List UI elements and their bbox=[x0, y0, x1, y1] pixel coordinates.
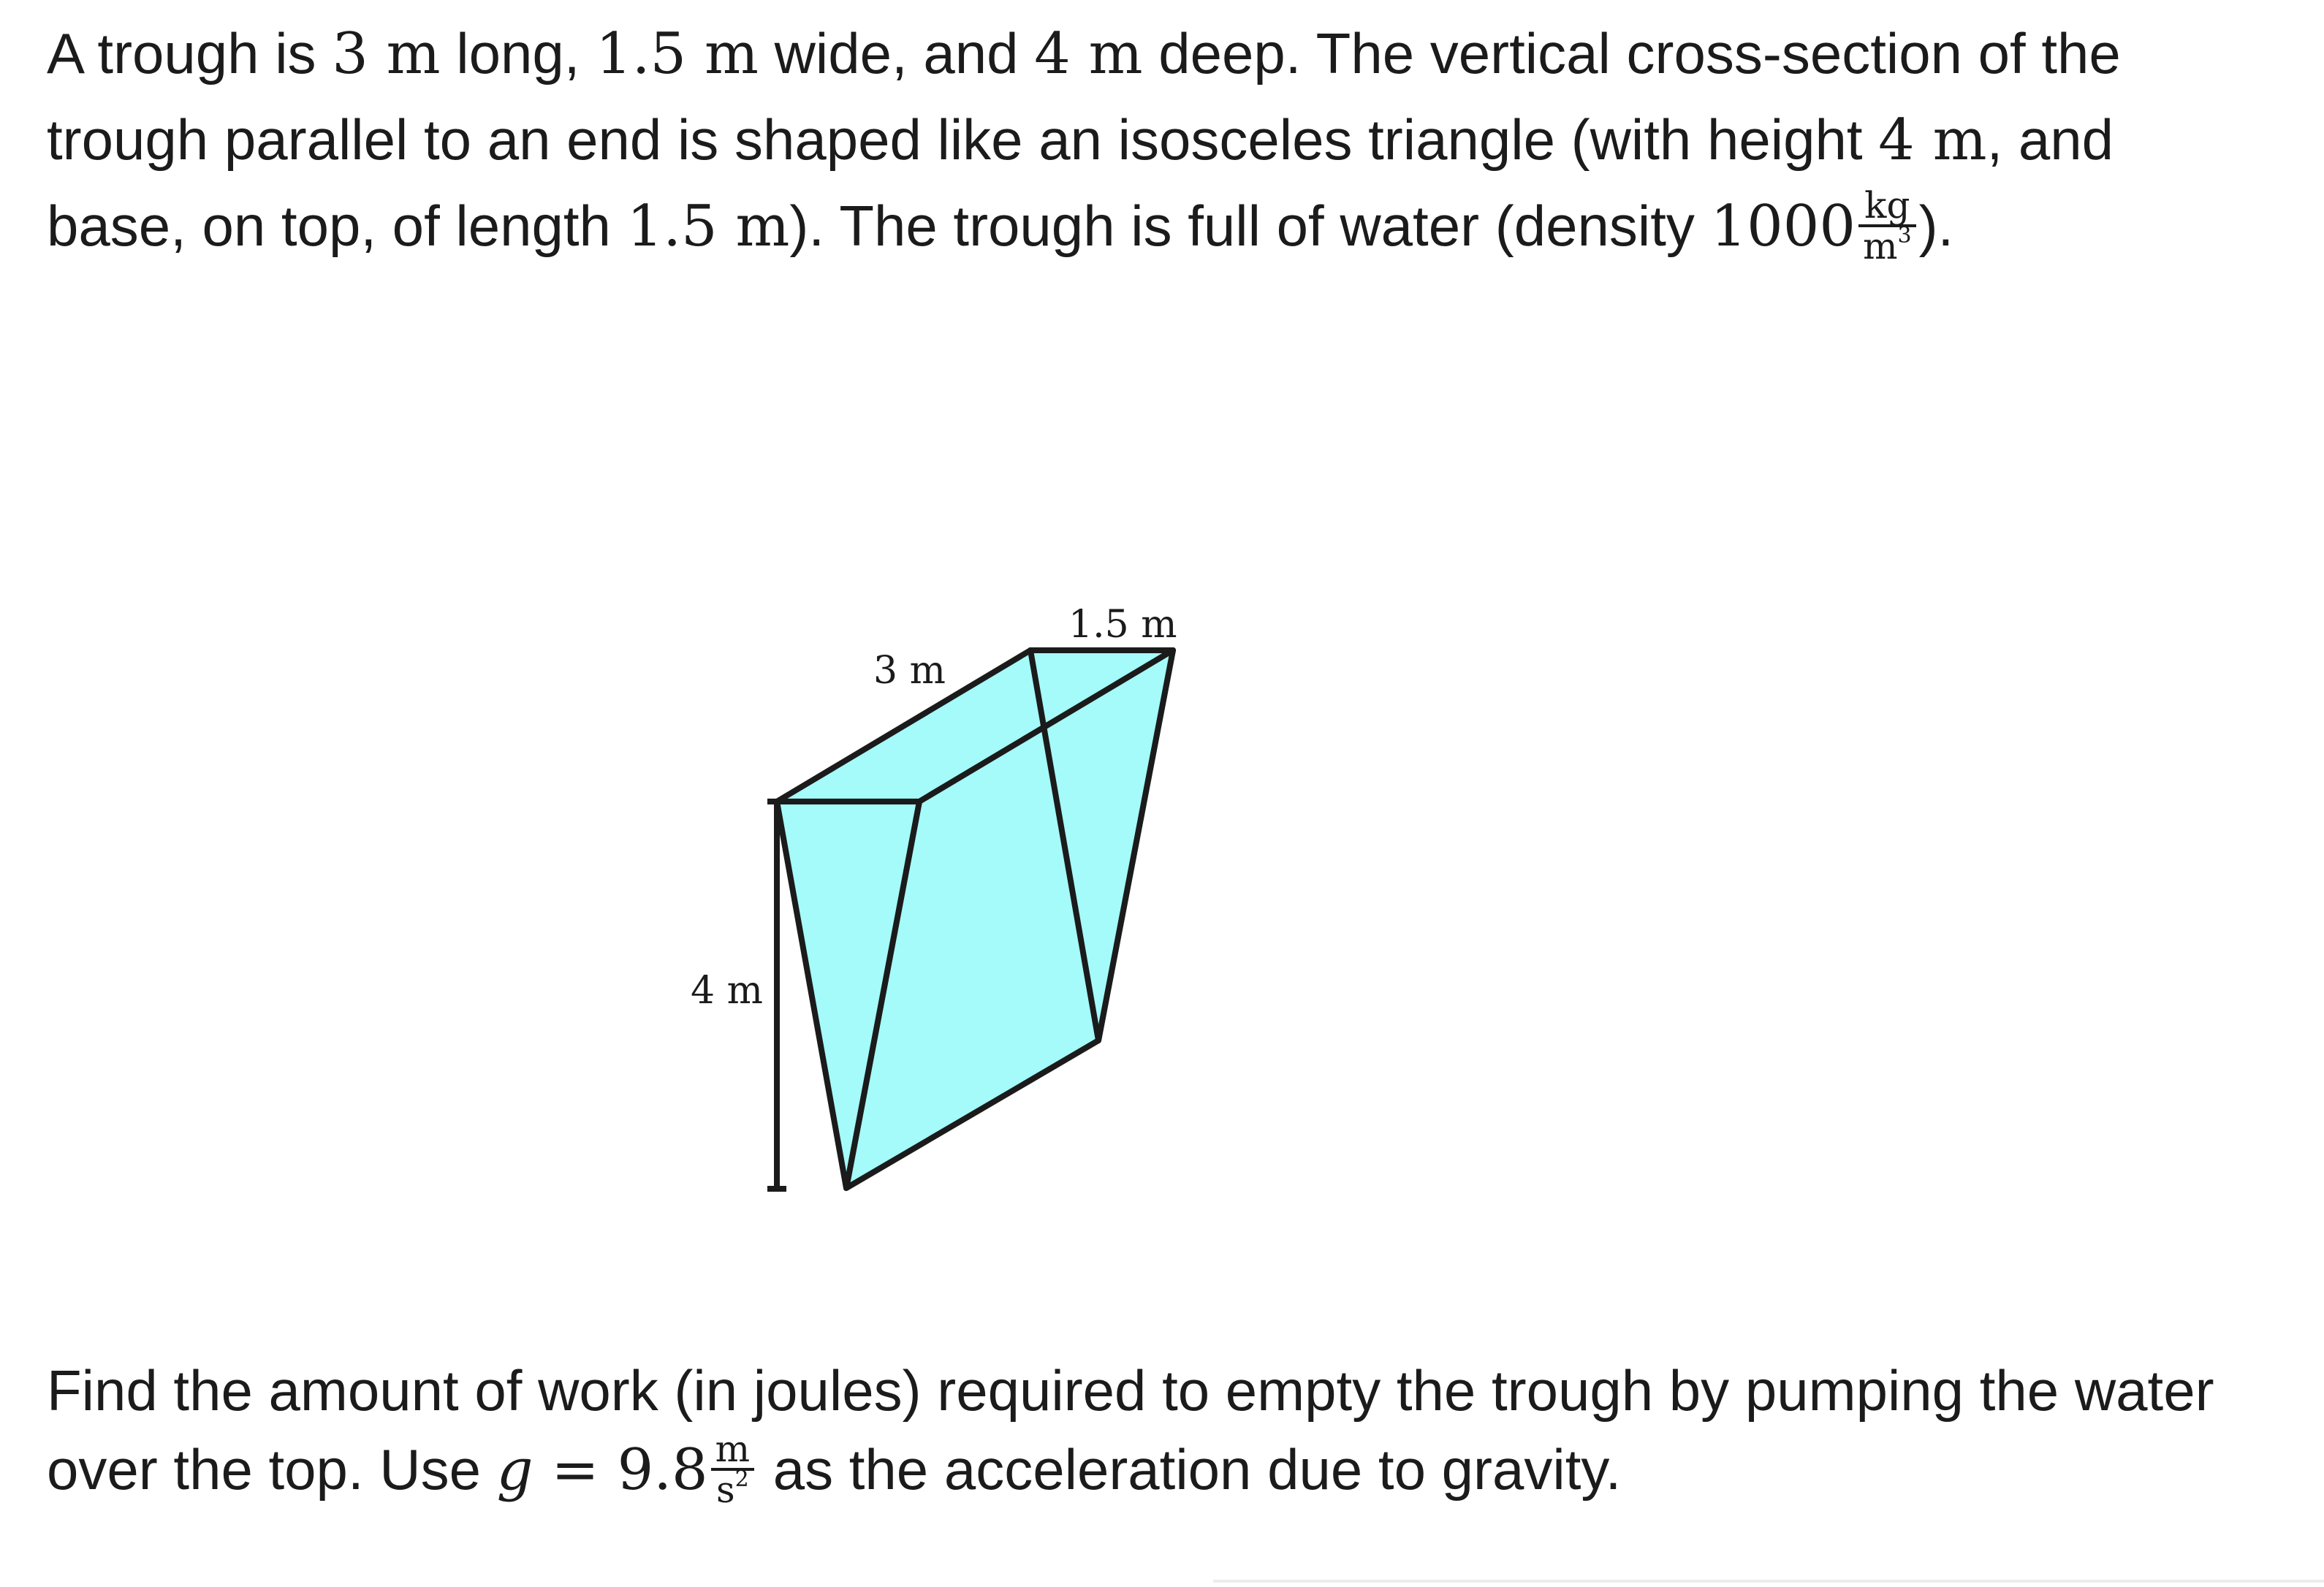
width-value: 1.5 m bbox=[596, 21, 759, 87]
density-unit-base: m bbox=[1863, 225, 1898, 268]
question-line-2 bbox=[47, 1426, 2298, 1512]
intro-text: long, bbox=[440, 21, 596, 85]
gravity-unit-numerator: m bbox=[711, 1430, 754, 1471]
base-value: 1.5 m bbox=[626, 194, 790, 259]
gravity-unit-base: s bbox=[715, 1469, 735, 1512]
question-text: Find the amount of work (in joules) required to empty the trough by pumping the water bbox=[47, 1358, 2214, 1423]
length-value: 3 m bbox=[332, 21, 441, 87]
question-line-1 bbox=[47, 1347, 2298, 1426]
intro-text: , and bbox=[1986, 107, 2114, 172]
problem-question bbox=[47, 1347, 2298, 1512]
gravity-unit-exponent: 2 bbox=[734, 1466, 749, 1493]
depth-dimension bbox=[767, 802, 786, 1189]
bottom-divider bbox=[1213, 1580, 2324, 1583]
question-text: over the top. Use bbox=[47, 1437, 497, 1502]
gravity-unit-fraction bbox=[711, 1428, 754, 1512]
trough-shape bbox=[777, 650, 1173, 1188]
gravity-variable: g bbox=[496, 1437, 533, 1503]
intro-text: ). The trough is full of water (density bbox=[789, 194, 1711, 258]
label-depth: 4 m bbox=[691, 969, 763, 1013]
density-value: 1000 bbox=[1710, 194, 1856, 259]
depth-value: 4 m bbox=[1034, 21, 1143, 87]
gravity-unit-denominator bbox=[711, 1466, 754, 1512]
height-value: 4 m bbox=[1878, 107, 1987, 173]
density-unit-exponent: 3 bbox=[1897, 223, 1912, 249]
intro-text: base, on top, of length bbox=[47, 194, 627, 258]
intro-text: ). bbox=[1918, 194, 1954, 258]
density-unit-numerator: kg bbox=[1858, 186, 1916, 227]
intro-text: wide, and bbox=[758, 21, 1035, 85]
label-width: 1.5 m bbox=[1068, 603, 1177, 647]
intro-text: A trough is bbox=[47, 21, 333, 85]
gravity-value: 9.8 bbox=[617, 1437, 708, 1503]
question-text: as the acceleration due to gravity. bbox=[757, 1437, 1622, 1502]
equals-sign: = bbox=[533, 1437, 618, 1503]
label-length: 3 m bbox=[873, 649, 946, 693]
intro-text: trough parallel to an end is shaped like an isosceles triangle (with height bbox=[47, 107, 1879, 172]
intro-text: deep. The vertical cross-section of the bbox=[1142, 21, 2121, 85]
